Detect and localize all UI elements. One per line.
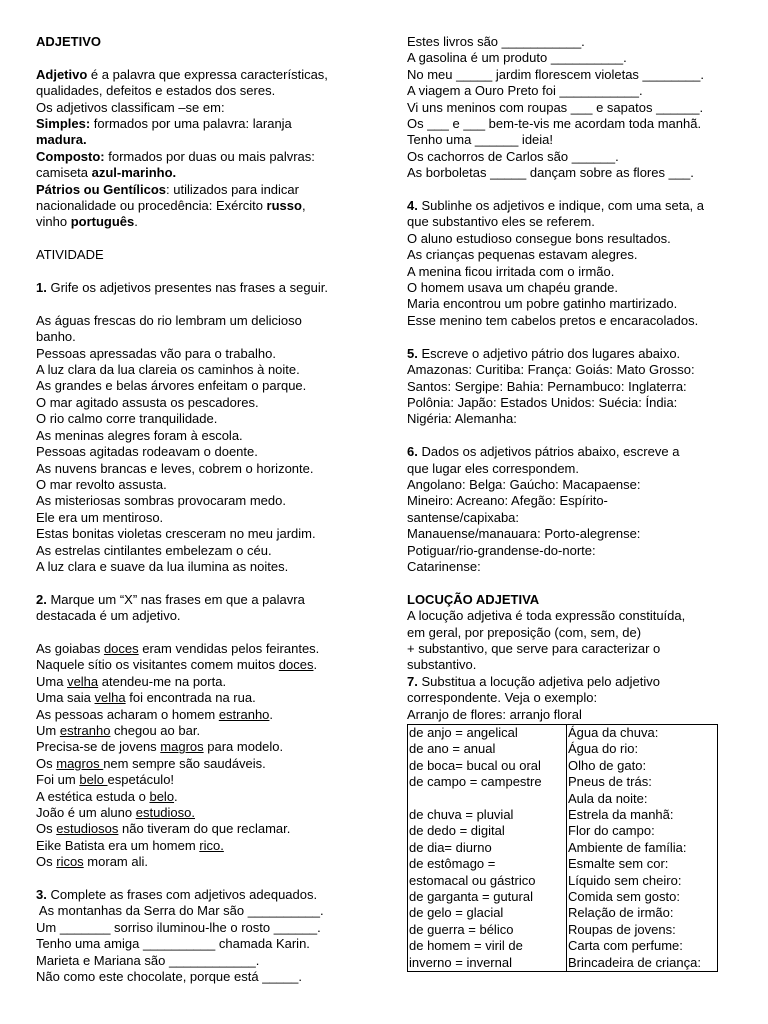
text-line: Angolano: Belga: Gaúcho: Macapaense: bbox=[407, 476, 641, 492]
text-line: estomacal ou gástrico bbox=[409, 872, 536, 888]
text-segment: . bbox=[134, 214, 138, 230]
text-segment: Grife os adjetivos presentes nas frases a seguir. bbox=[46, 280, 328, 296]
text-line: As grandes e belas árvores enfeitam o parque. bbox=[36, 378, 307, 394]
text-line: Aula da noite: bbox=[568, 790, 648, 806]
highlighted-word: belo bbox=[79, 772, 108, 788]
left-column bbox=[36, 34, 366, 985]
text-segment: que substantivo eles se referem. bbox=[407, 214, 595, 230]
question-1-sentences bbox=[36, 313, 366, 576]
text-line: As estrelas cintilantes embelezam o céu. bbox=[36, 542, 272, 558]
bold-text: 7. bbox=[407, 673, 418, 689]
text-line: substantivo. bbox=[407, 657, 477, 673]
text-segment: Sublinhe os adjetivos e indique, com uma seta, a bbox=[417, 198, 705, 214]
text-line: Brincadeira de criança: bbox=[568, 954, 701, 970]
bold-text: madura. bbox=[36, 132, 87, 148]
text-line bbox=[36, 772, 366, 788]
text-line: de estômago = bbox=[409, 856, 496, 872]
text-line: O mar revolto assusta. bbox=[36, 476, 167, 492]
text-segment: Complete as frases com adjetivos adequados. bbox=[46, 887, 318, 903]
text-line bbox=[407, 707, 737, 723]
text-line: Relação de irmão: bbox=[568, 905, 674, 921]
text-segment: formados por uma palavra: laranja bbox=[90, 116, 292, 132]
text-line: de garganta = gutural bbox=[409, 889, 533, 905]
text-segment: Os adjetivos classificam –se em: bbox=[36, 99, 225, 115]
locucao-exercise-cell bbox=[567, 725, 718, 972]
text-line: Vi uns meninos com roupas ___ e sapatos ______. bbox=[407, 99, 704, 115]
text-line bbox=[36, 739, 366, 755]
text-line: de gelo = glacial bbox=[409, 905, 504, 921]
text-line bbox=[36, 789, 366, 805]
text-segment: atendeu-me na porta. bbox=[98, 673, 227, 689]
text-line bbox=[407, 690, 737, 706]
bold-text: 1. bbox=[36, 280, 47, 296]
text-line: Santos: Sergipe: Bahia: Pernambuco: Inglaterra: bbox=[407, 378, 687, 394]
question-7-prompt bbox=[407, 674, 737, 723]
text-line: inverno = invernal bbox=[409, 954, 512, 970]
text-line: Pessoas apressadas vão para o trabalho. bbox=[36, 345, 276, 361]
text-line bbox=[36, 182, 366, 198]
text-line bbox=[407, 198, 737, 214]
highlighted-word: magros bbox=[160, 739, 204, 755]
highlighted-word: estudioso. bbox=[135, 805, 195, 820]
text-segment: é a palavra que expressa características, bbox=[87, 66, 328, 82]
question-6-prompt bbox=[407, 444, 737, 477]
bold-text: Pátrios ou Gentílicos bbox=[36, 181, 167, 197]
text-segment: As pessoas acharam o homem bbox=[36, 706, 219, 722]
text-line: A locução adjetiva é toda expressão constituída, bbox=[407, 608, 686, 624]
text-line: Mineiro: Acreano: Afegão: Espírito- bbox=[407, 493, 608, 509]
bold-text: 3. bbox=[36, 887, 47, 903]
question-3-sentences bbox=[36, 903, 366, 985]
text-segment: camiseta bbox=[36, 165, 92, 181]
text-line: Olho de gato: bbox=[568, 757, 647, 773]
text-line: As misteriosas sombras provocaram medo. bbox=[36, 493, 286, 509]
text-line: Os cachorros de Carlos são ______. bbox=[407, 148, 619, 164]
right-column bbox=[407, 34, 737, 972]
text-line: O rio calmo corre tranquilidade. bbox=[36, 411, 218, 427]
bold-text: russo bbox=[266, 198, 302, 214]
bold-text: 6. bbox=[407, 444, 418, 460]
question-5-prompt bbox=[407, 346, 737, 362]
text-line bbox=[36, 657, 366, 673]
text-line: de anjo = angelical bbox=[409, 725, 518, 740]
text-line bbox=[36, 592, 366, 608]
text-line: As borboletas _____ dançam sobre as flores ___. bbox=[407, 165, 694, 181]
text-line: Maria encontrou um pobre gatinho martirizado. bbox=[407, 296, 678, 312]
text-line bbox=[36, 67, 366, 83]
highlighted-word: belo bbox=[149, 788, 175, 804]
text-line bbox=[407, 214, 737, 230]
locucao-title: LOCUÇÃO ADJETIVA bbox=[407, 591, 540, 607]
text-line bbox=[36, 854, 366, 870]
text-segment: formados por duas ou mais palvras: bbox=[104, 148, 315, 164]
text-segment: João é um aluno bbox=[36, 805, 136, 820]
text-line bbox=[36, 821, 366, 837]
text-line: As meninas alegres foram à escola. bbox=[36, 427, 243, 443]
text-segment: destacada é um adjetivo. bbox=[36, 608, 181, 624]
text-segment: Uma saia bbox=[36, 690, 95, 706]
text-segment: moram ali. bbox=[83, 854, 148, 870]
text-line: Ambiente de família: bbox=[568, 839, 687, 855]
highlighted-word: ricos bbox=[56, 854, 84, 870]
text-segment: A estética estuda o bbox=[36, 788, 150, 804]
text-line: As nuvens brancas e leves, cobrem o horizonte. bbox=[36, 460, 314, 476]
text-segment: que lugar eles correspondem. bbox=[407, 460, 579, 476]
text-line: A viagem a Ouro Preto foi ___________. bbox=[407, 83, 643, 99]
prompt-line bbox=[36, 887, 366, 903]
text-line: Esse menino tem cabelos pretos e encaracolados. bbox=[407, 312, 699, 328]
text-line bbox=[36, 723, 366, 739]
text-segment: qualidades, defeitos e estados dos seres. bbox=[36, 83, 276, 99]
text-line: As montanhas da Serra do Mar são __________. bbox=[36, 903, 324, 919]
text-line: Potiguar/rio-grandense-do-norte: bbox=[407, 542, 596, 558]
text-segment: vinho bbox=[36, 214, 71, 230]
highlighted-word: estranho bbox=[59, 722, 111, 738]
bold-text: Simples: bbox=[36, 116, 91, 132]
text-line bbox=[36, 690, 366, 706]
text-line: de guerra = bélico bbox=[409, 921, 514, 937]
text-line: Nigéria: Alemanha: bbox=[407, 411, 517, 427]
text-line: Pneus de trás: bbox=[568, 774, 652, 790]
text-segment: nem sempre são saudáveis. bbox=[103, 755, 266, 771]
text-segment: Os bbox=[36, 755, 57, 771]
text-line: Estas bonitas violetas cresceram no meu jardim. bbox=[36, 526, 316, 542]
text-segment: nacionalidade ou procedência: Exército bbox=[36, 198, 267, 214]
text-line: O homem usava um chapéu grande. bbox=[407, 280, 619, 296]
text-line: Marieta e Mariana são ____________. bbox=[36, 952, 260, 968]
text-line: Um _______ sorriso iluminou-lhe o rosto ______. bbox=[36, 919, 321, 935]
text-line: Comida sem gosto: bbox=[568, 889, 680, 905]
text-line: Pessoas agitadas rodeavam o doente. bbox=[36, 444, 258, 460]
text-segment: . bbox=[174, 788, 178, 804]
text-segment: . bbox=[269, 706, 274, 722]
text-line: Tenho uma amiga __________ chamada Karin. bbox=[36, 936, 310, 952]
text-line: banho. bbox=[36, 329, 76, 345]
text-line: No meu _____ jardim florescem violetas ________. bbox=[407, 66, 705, 82]
text-line bbox=[407, 674, 737, 690]
text-segment: Marque um “X” nas frases em que a palavra bbox=[46, 591, 305, 607]
intro-section bbox=[36, 67, 366, 231]
text-line: Água do rio: bbox=[568, 741, 639, 757]
text-line bbox=[407, 444, 737, 460]
text-line: As águas frescas do rio lembram um delicioso bbox=[36, 312, 302, 328]
question-2-prompt bbox=[36, 592, 366, 625]
question-4-prompt bbox=[407, 198, 737, 231]
text-line bbox=[36, 100, 366, 116]
text-line: A luz clara e suave da lua ilumina as noites. bbox=[36, 558, 289, 574]
text-line: Amazonas: Curitiba: França: Goiás: Mato Grosso: bbox=[407, 362, 695, 378]
question-6-adjectives bbox=[407, 477, 737, 575]
text-line: A menina ficou irritada com o irmão. bbox=[407, 263, 615, 279]
text-segment: foi encontrada na rua. bbox=[125, 690, 256, 706]
text-line: de dia= diurno bbox=[409, 839, 492, 855]
text-line bbox=[36, 165, 366, 181]
highlighted-word: doces bbox=[278, 657, 314, 673]
text-segment: Foi um bbox=[36, 772, 80, 788]
question-2-sentences bbox=[36, 641, 366, 871]
bold-text: azul-marinho. bbox=[91, 165, 177, 181]
text-line: Estrela da manhã: bbox=[568, 807, 674, 823]
text-segment: . bbox=[313, 657, 318, 673]
text-segment: Os bbox=[36, 854, 57, 870]
text-line: Flor do campo: bbox=[568, 823, 655, 839]
text-line bbox=[36, 838, 366, 854]
text-line: Ele era um mentiroso. bbox=[36, 509, 164, 525]
text-segment: Escreve o adjetivo pátrio dos lugares abaixo. bbox=[417, 345, 681, 361]
locucao-examples-cell bbox=[408, 725, 567, 972]
text-segment: chegou ao bar. bbox=[110, 722, 201, 738]
text-line: O mar agitado assusta os pescadores. bbox=[36, 394, 259, 410]
text-segment: Eike Batista era um homem bbox=[36, 837, 200, 853]
text-line bbox=[36, 198, 366, 214]
text-line: Os ___ e ___ bem-te-vis me acordam toda manhã. bbox=[407, 116, 702, 132]
text-line bbox=[409, 791, 566, 807]
text-segment: eram vendidas pelos feirantes. bbox=[138, 640, 320, 656]
highlighted-word: velha bbox=[94, 690, 126, 706]
activity-title: ATIVIDADE bbox=[36, 247, 104, 263]
text-line: Manauense/manauara: Porto-alegrense: bbox=[407, 526, 641, 542]
text-segment: Arranjo de flores: arranjo floral bbox=[407, 706, 582, 722]
question-3-prompt bbox=[36, 887, 366, 903]
text-segment: correspondente. Veja o exemplo: bbox=[407, 690, 598, 706]
text-line bbox=[36, 116, 366, 132]
text-line: santense/capixaba: bbox=[407, 509, 520, 525]
text-line: A gasolina é um produto __________. bbox=[407, 50, 627, 66]
text-line bbox=[36, 214, 366, 230]
text-line: Carta com perfume: bbox=[568, 938, 683, 954]
text-line: Tenho uma ______ ideia! bbox=[407, 132, 554, 148]
text-segment: Um bbox=[36, 722, 60, 738]
question-4-sentences bbox=[407, 231, 737, 329]
text-line: Roupas de jovens: bbox=[568, 921, 676, 937]
text-segment: Dados os adjetivos pátrios abaixo, escreve a bbox=[417, 444, 680, 460]
prompt-line bbox=[36, 280, 366, 296]
text-line: Esmalte sem cor: bbox=[568, 856, 669, 872]
text-segment: Naquele sítio os visitantes comem muitos bbox=[36, 657, 279, 673]
text-segment: : utilizados para indicar bbox=[166, 181, 299, 197]
question-1-prompt bbox=[36, 280, 366, 296]
text-line: de dedo = digital bbox=[409, 823, 505, 839]
locucao-definition bbox=[407, 608, 737, 674]
text-line bbox=[36, 674, 366, 690]
text-line bbox=[36, 149, 366, 165]
text-line: de chuva = pluvial bbox=[409, 807, 514, 823]
highlighted-word: doces bbox=[103, 640, 139, 656]
text-line: Líquido sem cheiro: bbox=[568, 872, 682, 888]
bold-text: 2. bbox=[36, 591, 47, 607]
text-segment: para modelo. bbox=[203, 739, 284, 755]
bold-text: português bbox=[70, 214, 135, 230]
bold-text: 5. bbox=[407, 345, 418, 361]
highlighted-word: estranho bbox=[218, 706, 270, 722]
text-line bbox=[36, 756, 366, 772]
text-line bbox=[36, 641, 366, 657]
bold-text: Adjetivo bbox=[36, 66, 88, 82]
text-segment: Uma bbox=[36, 673, 68, 689]
locucao-table bbox=[407, 724, 718, 972]
text-line bbox=[407, 461, 737, 477]
page-title: ADJETIVO bbox=[36, 34, 102, 49]
text-line bbox=[36, 132, 366, 148]
text-line: O aluno estudioso consegue bons resultados. bbox=[407, 230, 671, 246]
text-line: de homem = viril de bbox=[409, 938, 523, 954]
text-line bbox=[36, 707, 366, 723]
text-segment: espetáculo! bbox=[107, 772, 175, 788]
bold-text: 4. bbox=[407, 198, 418, 214]
text-line: Estes livros são ___________. bbox=[407, 34, 585, 49]
text-line bbox=[36, 83, 366, 99]
question-5-places bbox=[407, 362, 737, 428]
text-line: Polônia: Japão: Estados Unidos: Suécia: Índia: bbox=[407, 394, 678, 410]
text-line: em geral, por preposição (com, sem, de) bbox=[407, 624, 642, 640]
text-line: Água da chuva: bbox=[568, 725, 659, 740]
highlighted-word: rico. bbox=[199, 837, 224, 853]
text-line: + substantivo, que serve para caracterizar o bbox=[407, 640, 661, 656]
question-3-continued bbox=[407, 34, 737, 182]
prompt-line bbox=[407, 346, 737, 362]
text-segment: não tiveram do que reclamar. bbox=[118, 821, 291, 837]
text-line bbox=[36, 805, 366, 821]
text-segment: As goiabas bbox=[36, 640, 104, 656]
text-line: A luz clara da lua clareia os caminhos à noite. bbox=[36, 362, 300, 378]
text-line: As crianças pequenas estavam alegres. bbox=[407, 247, 638, 263]
text-line: de campo = campestre bbox=[409, 774, 542, 790]
bold-text: Composto: bbox=[36, 148, 105, 164]
highlighted-word: velha bbox=[67, 673, 99, 689]
text-line: de ano = anual bbox=[409, 741, 496, 757]
text-line: Catarinense: bbox=[407, 558, 481, 574]
text-segment: Substitua a locução adjetiva pelo adjetivo bbox=[417, 673, 660, 689]
text-segment: , bbox=[301, 198, 306, 214]
text-line: de boca= bucal ou oral bbox=[409, 757, 541, 773]
highlighted-word: magros bbox=[56, 755, 104, 771]
text-segment: Precisa-se de jovens bbox=[36, 739, 161, 755]
text-line bbox=[36, 608, 366, 624]
text-line: Não como este chocolate, porque está _____. bbox=[36, 969, 302, 985]
text-segment: Os bbox=[36, 821, 57, 837]
highlighted-word: estudiosos bbox=[56, 821, 119, 837]
